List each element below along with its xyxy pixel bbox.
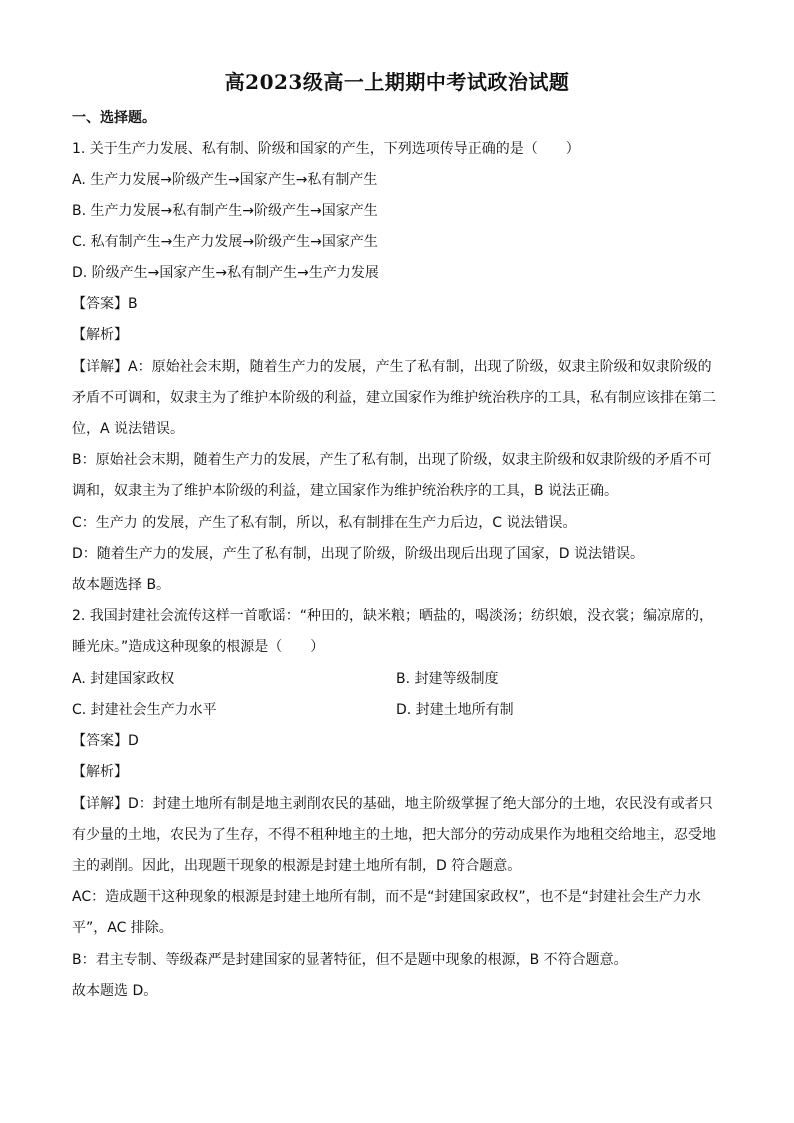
q2-stem-line: 2. 我国封建社会流传这样一首歌谣：“种田的，缺米粮；晒盐的，喝淡汤；纺织娘，没衣裳；编凉席的，: [72, 608, 714, 624]
q2-option-b: B. 封建等级制度: [396, 671, 499, 687]
q1-option-c: C. 私有制产生→生产力发展→阶级产生→国家产生: [72, 234, 378, 250]
q1-explanation-line: 【详解】A：原始社会末期，随着生产力的发展，产生了私有制，出现了阶级，奴隶主阶级和奴隶阶级的: [72, 359, 712, 375]
q1-answer: 【答案】B: [72, 296, 138, 312]
q1-conclusion: 故本题选择 B。: [72, 577, 171, 593]
q1-option-a: A. 生产力发展→阶级产生→国家产生→私有制产生: [72, 172, 378, 188]
q2-explanation-line: 主的剥削。因此，出现题干现象的根源是封建土地所有制，D 符合题意。: [72, 858, 522, 874]
q2-explanation-line: B：君主专制、等级森严是封建国家的显著特征，但不是题中现象的根源，B 不符合题意。: [72, 952, 628, 968]
section-heading: 一、选择题。: [72, 110, 156, 126]
q1-explanation-line: C：生产力 的发展，产生了私有制，所以，私有制排在生产力后边，C 说法错误。: [72, 515, 577, 531]
q1-explanation-line: D：随着生产力的发展，产生了私有制，出现了阶级，阶级出现后出现了国家，D 说法错误。: [72, 546, 645, 562]
q2-analysis-label: 【解析】: [72, 764, 128, 780]
q2-stem-line: 睡光床。”造成这种现象的根源是（ ）: [72, 639, 325, 655]
q2-explanation-line: 【详解】D：封建土地所有制是地主剥削农民的基础，地主阶级掌握了绝大部分的土地，农民没有或者只: [72, 796, 713, 812]
q1-explanation-line: 矛盾不可调和，奴隶主为了维护本阶级的利益，建立国家作为维护统治秩序的工具，私有制应该排在第二: [72, 390, 716, 406]
q1-analysis-label: 【解析】: [72, 327, 128, 343]
q1-explanation-line: 位，A 说法错误。: [72, 421, 185, 437]
q1-explanation-line: 调和，奴隶主为了维护本阶级的利益，建立国家作为维护统治秩序的工具，B 说法正确。: [72, 483, 619, 499]
q2-option-d: D. 封建土地所有制: [396, 702, 514, 718]
q2-explanation-line: 有少量的土地，农民为了生存，不得不租种地主的土地，把大部分的劳动成果作为地租交给地主，忍受地: [72, 827, 716, 843]
page-title: 高2023级高一上期期中考试政治试题: [224, 70, 570, 94]
q2-option-a: A. 封建国家政权: [72, 671, 175, 687]
q1-stem: 1. 关于生产力发展、私有制、阶级和国家的产生，下列选项传导正确的是（ ）: [72, 141, 580, 157]
q2-option-c: C. 封建社会生产力水平: [72, 702, 217, 718]
q1-option-b: B. 生产力发展→私有制产生→阶级产生→国家产生: [72, 203, 378, 219]
q2-answer: 【答案】D: [72, 733, 139, 749]
q1-option-d: D. 阶级产生→国家产生→私有制产生→生产力发展: [72, 265, 379, 281]
q1-explanation-line: B：原始社会末期，随着生产力的发展，产生了私有制，出现了阶级，奴隶主阶级和奴隶阶级的矛盾不可: [72, 452, 712, 468]
q2-conclusion: 故本题选 D。: [72, 983, 158, 999]
q2-explanation-line: 平”，AC 排除。: [72, 920, 173, 936]
q2-explanation-line: AC：造成题干这种现象的根源是封建土地所有制，而不是“封建国家政权”，也不是“封建社会生产力水: [72, 889, 701, 905]
